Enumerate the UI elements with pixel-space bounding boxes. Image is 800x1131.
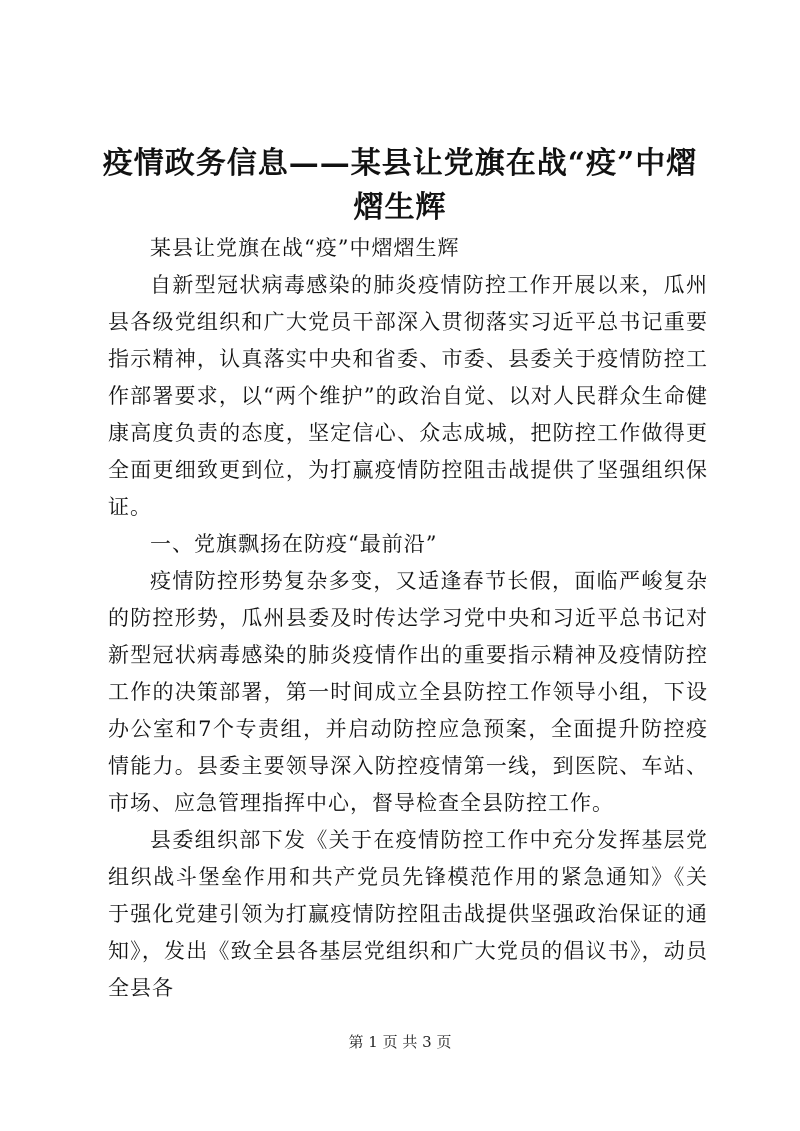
page-footer: 第 1 页 共 3 页 bbox=[348, 1033, 452, 1051]
section-heading-1: 一、党旗飘扬在防疫“最前沿” bbox=[150, 532, 438, 556]
document-title: 疫情政务信息——某县让党旗在战“疫”中熠熠生辉 bbox=[102, 146, 698, 225]
subtitle-paragraph: 某县让党旗在战“疫”中熠熠生辉 bbox=[150, 236, 460, 260]
document-body bbox=[108, 230, 708, 1007]
body-paragraph: 县委组织部下发《关于在疫情防控工作中充分发挥基层党组织战斗堡垒作用和共产党员先锋模范作用的紧急通知》《关于强化党建引领为打赢疫情防控阻击战提供坚强政治保证的通知》，发出《致全县各基层党组织和广大党员的倡议书》，动员全县各 bbox=[108, 828, 708, 1000]
intro-paragraph: 自新型冠状病毒感染的肺炎疫情防控工作开展以来，瓜州县各级党组织和广大党员干部深入贯彻落实习近平总书记重要指示精神，认真落实中央和省委、市委、县委关于疫情防控工作部署要求，以“两个维护”的政治自觉、以对人民群众生命健康高度负责的态度，坚定信心、众志成城，把防控工作做得更全面更细致更到位，为打赢疫情防控阻击战提供了坚强组织保证。 bbox=[108, 273, 708, 519]
body-paragraph: 疫情防控形势复杂多变，又适逢春节长假，面临严峻复杂的防控形势，瓜州县委及时传达学习党中央和习近平总书记对新型冠状病毒感染的肺炎疫情作出的重要指示精神及疫情防控工作的决策部署，第一时间成立全县防控工作领导小组，下设办公室和7个专责组，并启动防控应急预案，全面提升防控疫情能力。县委主要领导深入防控疫情第一线，到医院、车站、市场、应急管理指挥中心，督导检查全县防控工作。 bbox=[108, 569, 708, 815]
